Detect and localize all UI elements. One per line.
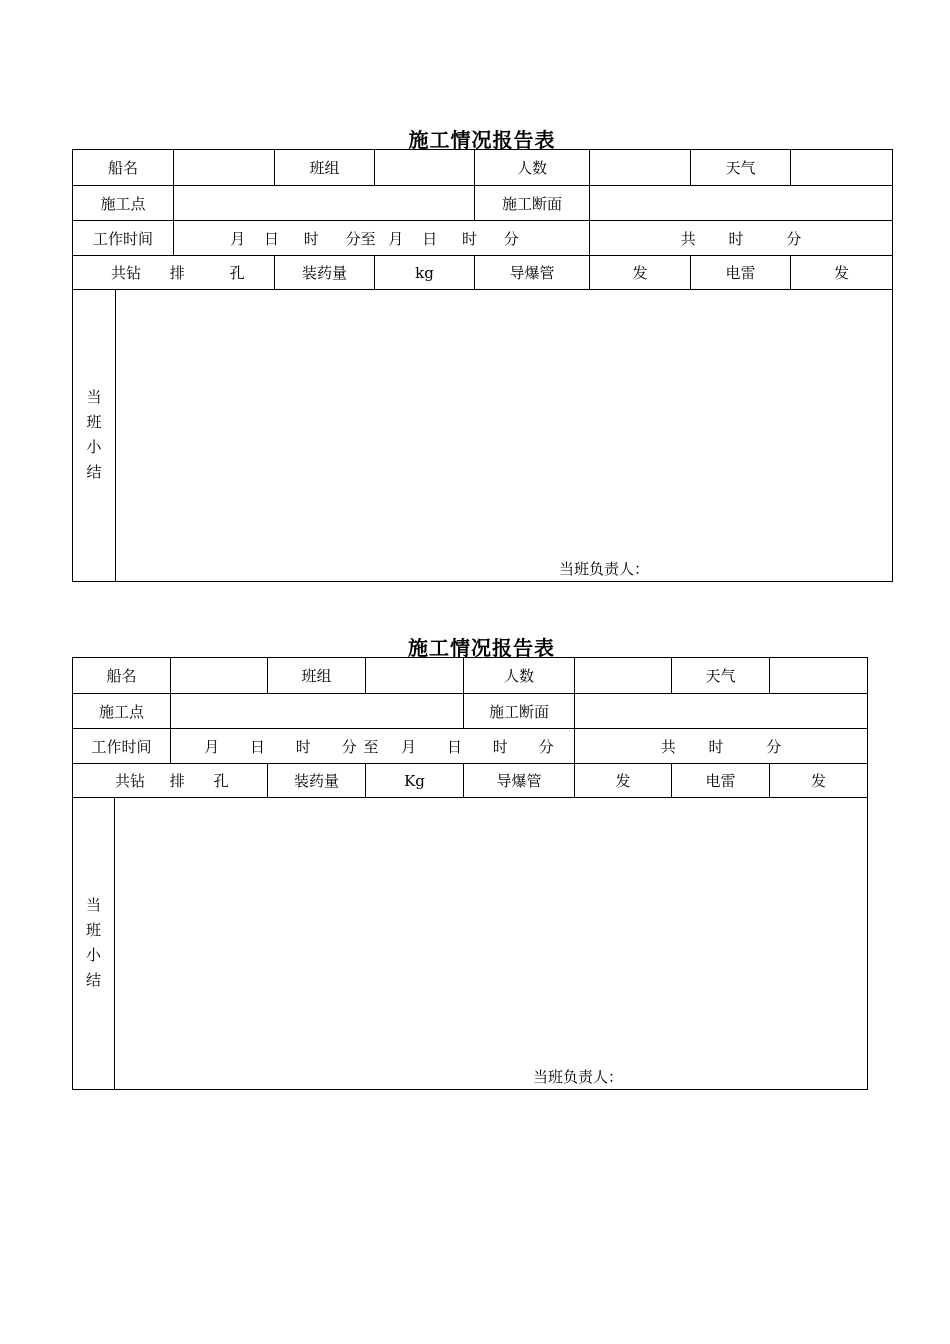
month-label: 月 bbox=[204, 737, 220, 756]
detonating-unit: 发 bbox=[632, 264, 648, 282]
shift-leader-label: 当班负责人： bbox=[533, 1067, 624, 1086]
people-label: 人数 bbox=[475, 150, 590, 186]
form-title: 施工情况报告表 bbox=[408, 636, 555, 660]
detonator-unit: 发 bbox=[833, 264, 849, 282]
people-label: 人数 bbox=[464, 658, 575, 694]
detonator-label: 电雷 bbox=[691, 256, 791, 290]
detonating-tube-field[interactable] bbox=[590, 256, 691, 290]
charge-unit: kg bbox=[415, 263, 434, 282]
day-label: 日 bbox=[249, 737, 265, 756]
hour-label-2: 时 bbox=[492, 737, 508, 756]
day-label-2: 日 bbox=[446, 737, 462, 756]
form-title: 施工情况报告表 bbox=[408, 128, 556, 152]
minute-label-2: 分 bbox=[538, 737, 554, 756]
site-label: 施工点 bbox=[73, 186, 174, 221]
charge-label: 装药量 bbox=[275, 256, 375, 290]
report-table bbox=[72, 657, 868, 798]
drill-label: 共钻 bbox=[115, 772, 146, 790]
hole-label: 孔 bbox=[229, 264, 245, 282]
work-time-field[interactable] bbox=[171, 729, 575, 764]
summary-table bbox=[72, 797, 868, 1090]
charge-label: 装药量 bbox=[268, 764, 366, 798]
work-time-label: 工作时间 bbox=[73, 729, 171, 764]
site-label: 施工点 bbox=[73, 694, 171, 729]
total-hour-label: 时 bbox=[708, 737, 724, 756]
total-label: 共 bbox=[660, 737, 676, 756]
day-label: 日 bbox=[264, 229, 280, 248]
to-label: 至 bbox=[363, 737, 379, 756]
summary-char-4: 结 bbox=[86, 462, 102, 481]
site-field[interactable] bbox=[171, 694, 464, 729]
detonating-unit: 发 bbox=[615, 772, 631, 790]
hour-label-2: 时 bbox=[461, 229, 477, 248]
summary-label bbox=[73, 797, 115, 1089]
report-table bbox=[72, 149, 893, 290]
detonator-field[interactable] bbox=[791, 256, 893, 290]
detonating-tube-label: 导爆管 bbox=[475, 256, 590, 290]
summary-char-2: 班 bbox=[86, 412, 102, 431]
day-label-2: 日 bbox=[422, 229, 438, 248]
minute-to-label: 分至 bbox=[345, 229, 376, 248]
team-label: 班组 bbox=[268, 658, 366, 694]
summary-char-1: 当 bbox=[86, 387, 102, 406]
section-field[interactable] bbox=[575, 694, 868, 729]
minute-label-2: 分 bbox=[503, 229, 519, 248]
total-time-field[interactable] bbox=[575, 729, 868, 764]
total-time-field[interactable] bbox=[590, 221, 893, 256]
summary-char-4: 结 bbox=[86, 970, 102, 989]
weather-label: 天气 bbox=[691, 150, 791, 186]
month-label-2: 月 bbox=[388, 229, 404, 248]
ship-name-label: 船名 bbox=[73, 150, 174, 186]
weather-field[interactable] bbox=[770, 658, 868, 694]
team-field[interactable] bbox=[366, 658, 464, 694]
total-minute-label: 分 bbox=[786, 229, 802, 248]
detonating-tube-field[interactable] bbox=[575, 764, 672, 798]
section-label: 施工断面 bbox=[475, 186, 590, 221]
total-minute-label: 分 bbox=[766, 737, 782, 756]
work-time-field[interactable] bbox=[174, 221, 590, 256]
charge-field[interactable] bbox=[366, 764, 464, 798]
ship-name-field[interactable] bbox=[174, 150, 275, 186]
summary-char-2: 班 bbox=[86, 920, 102, 939]
summary-field[interactable] bbox=[116, 289, 893, 581]
drill-label: 共钻 bbox=[111, 264, 142, 282]
summary-char-3: 小 bbox=[86, 437, 102, 456]
shift-leader-label: 当班负责人： bbox=[559, 559, 650, 578]
row-label: 排 bbox=[169, 264, 185, 282]
summary-table bbox=[72, 289, 893, 582]
detonator-label: 电雷 bbox=[672, 764, 770, 798]
section-label: 施工断面 bbox=[464, 694, 575, 729]
row-label: 排 bbox=[169, 772, 185, 790]
summary-label bbox=[73, 289, 116, 581]
detonator-field[interactable] bbox=[770, 764, 868, 798]
hour-label: 时 bbox=[295, 737, 311, 756]
weather-label: 天气 bbox=[672, 658, 770, 694]
detonator-unit: 发 bbox=[810, 772, 826, 790]
hour-label: 时 bbox=[303, 229, 319, 248]
people-field[interactable] bbox=[590, 150, 691, 186]
team-label: 班组 bbox=[275, 150, 375, 186]
site-field[interactable] bbox=[174, 186, 475, 221]
summary-char-1: 当 bbox=[86, 895, 102, 914]
charge-field[interactable] bbox=[375, 256, 475, 290]
weather-field[interactable] bbox=[791, 150, 893, 186]
month-label-2: 月 bbox=[401, 737, 417, 756]
section-field[interactable] bbox=[590, 186, 893, 221]
month-label: 月 bbox=[230, 229, 246, 248]
summary-field[interactable] bbox=[115, 797, 868, 1089]
drill-field[interactable] bbox=[73, 256, 275, 290]
detonating-tube-label: 导爆管 bbox=[464, 764, 575, 798]
team-field[interactable] bbox=[375, 150, 475, 186]
drill-field[interactable] bbox=[73, 764, 268, 798]
ship-name-label: 船名 bbox=[73, 658, 171, 694]
charge-unit: Kg bbox=[404, 771, 425, 790]
work-time-label: 工作时间 bbox=[73, 221, 174, 256]
total-label: 共 bbox=[680, 229, 696, 248]
minute-label: 分 bbox=[341, 737, 357, 756]
total-hour-label: 时 bbox=[728, 229, 744, 248]
summary-char-3: 小 bbox=[86, 945, 102, 964]
hole-label: 孔 bbox=[213, 772, 229, 790]
people-field[interactable] bbox=[575, 658, 672, 694]
ship-name-field[interactable] bbox=[171, 658, 268, 694]
